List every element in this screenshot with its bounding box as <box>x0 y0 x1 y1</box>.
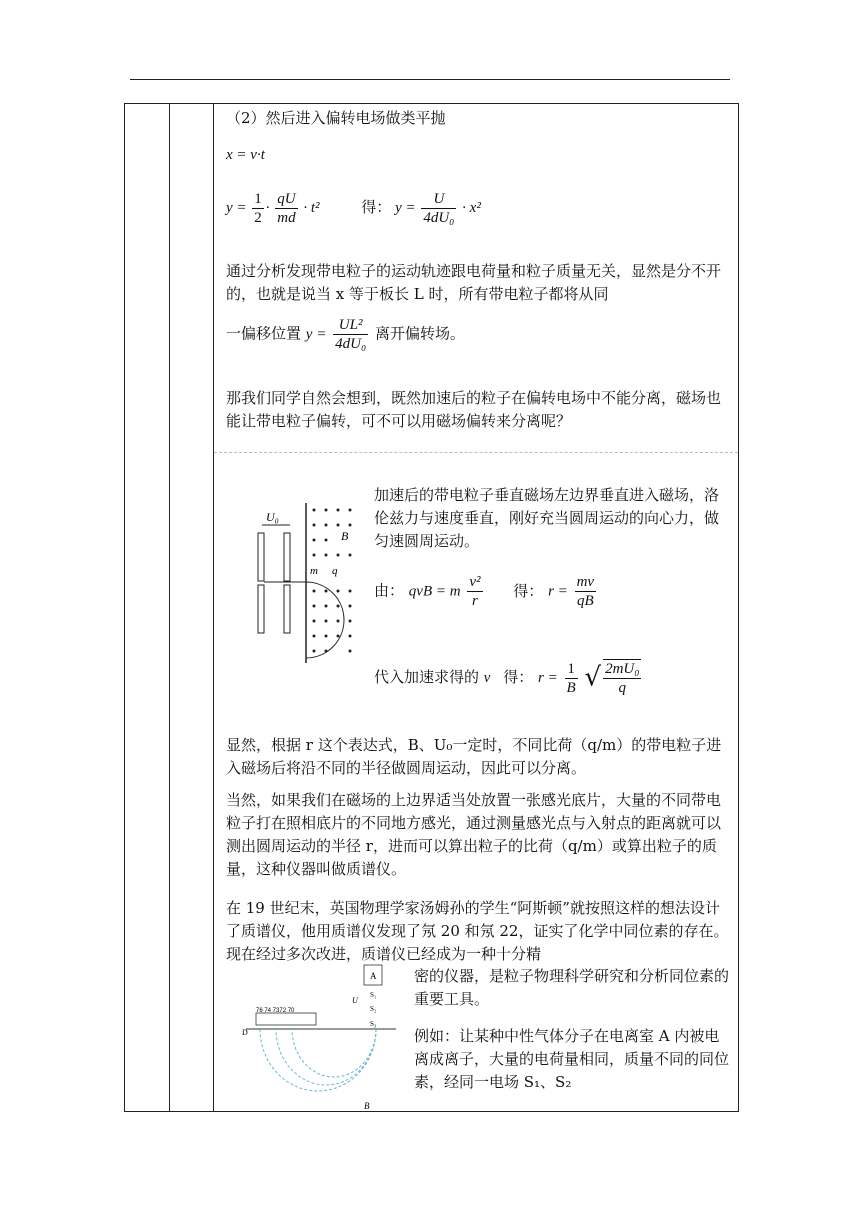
paragraph-mass-spectrometer: 当然，如果我们在磁场的上边界适当处放置一张感光底片，大量的不同带电粒子打在照相底片的不同地方感光，通过测量感光点与入射点的距离就可以测出圆周运动的半径 r，进而可以算出粒子的比荷（q/m）或算出粒子的质量，这种仪器叫做质谱仪。 <box>226 791 722 878</box>
section-divider <box>214 452 738 453</box>
sqrt-fraction <box>603 659 641 697</box>
equation-part: · x² <box>462 199 481 216</box>
paragraph-instrument: 密的仪器，是粒子物理科学研究和分析同位素的重要工具。 <box>414 967 730 1008</box>
b-label: B <box>341 529 349 543</box>
fraction <box>467 573 482 610</box>
equation-part: qvB = m <box>408 583 461 600</box>
mass-spectrometer-figure <box>236 963 416 1113</box>
q-label: q <box>332 565 338 577</box>
fraction <box>421 190 456 227</box>
m-label: m <box>310 565 318 577</box>
you-label: 由： <box>374 581 405 600</box>
s2-label: S₂ <box>370 1005 377 1013</box>
equation-part: y = <box>395 199 416 216</box>
de-label: 得： <box>503 668 534 686</box>
fraction <box>333 316 368 353</box>
paragraph-lorentz: 加速后的带电粒子垂直磁场左边界垂直进入磁场，洛伦兹力与速度垂直，刚好充当圆周运动的向心力，做匀速圆周运动。 <box>374 486 720 550</box>
text: 离开偏转场。 <box>374 324 465 343</box>
equation-part: y = <box>226 199 247 216</box>
fraction <box>575 573 597 610</box>
fraction-den: qB <box>577 593 594 609</box>
text: 一偏移位置 <box>226 324 302 343</box>
fraction-den: 4dU₀ <box>423 210 455 226</box>
fraction-num: 1 <box>565 660 578 679</box>
fraction-num: U <box>421 190 456 209</box>
isotope-ticks: 76 74 7372 70 <box>256 1008 295 1014</box>
sqrt-icon: √ <box>584 662 602 693</box>
u0-label: U₀ <box>266 510 279 524</box>
plate-right-lower <box>284 585 290 633</box>
text: 代入加速求得的 <box>374 668 480 686</box>
fraction-num: qU <box>277 191 296 207</box>
fraction-den: 4dU₀ <box>335 336 367 352</box>
equation-y: y = $\frac{1}{2}$ · $\frac{qU}{md}$ · t² 得： y = $\frac{U}{\text{4dU₀}}$ · x² <box>226 191 481 226</box>
table-column-divider <box>169 103 170 1112</box>
de-label: 得： <box>513 581 544 600</box>
table-column-divider <box>213 103 214 1112</box>
fraction <box>252 190 264 227</box>
plate-left-upper <box>258 533 264 581</box>
fraction-num: mv <box>576 574 595 590</box>
plate-left-lower <box>258 585 264 633</box>
step-title: （2）然后进入偏转电场做类平抛 <box>226 109 446 127</box>
paragraph-conclusion: 显然，根据 r 这个表达式，B、U₀一定时，不同比荷（q/m）的带电粒子进入磁场后将沿不同的半径做圆周运动，因此可以分离。 <box>226 736 722 777</box>
ion-path <box>276 1029 376 1085</box>
s3-label: S₃ <box>370 1020 377 1028</box>
equation-part: r = <box>538 670 558 686</box>
fraction <box>565 660 578 697</box>
table-border-top <box>124 103 739 104</box>
equation-x: x = v·t <box>226 147 265 163</box>
equation-radius <box>374 573 598 610</box>
equation-part: · t² <box>303 199 320 216</box>
fraction-num: 1 <box>254 191 262 207</box>
paragraph-example: 例如：让某种中性气体分子在电离室 A 内被电离成离子，大量的电荷量相同，质量不同的同位素，经同一电场 S₁、S₂ <box>414 1027 730 1091</box>
fraction-num: 2mU₀ <box>605 661 640 677</box>
fraction-num: v² <box>469 574 481 590</box>
paragraph-history: 在 19 世纪末，英国物理学家汤姆孙的学生“阿斯顿”就按照这样的想法设计了质谱仪，他用质谱仪发现了氖 20 和氖 22，证实了化学中同位素的存在。现在经过多次改进，质谱仪已经成为一种十分精 <box>226 899 729 963</box>
paragraph-question: 那我们同学自然会想到，既然加速后的粒子在偏转电场中不能分离，磁场也能让带电粒子偏转，可不可以用磁场偏转来分离呢？ <box>226 389 722 430</box>
equation-part: y = <box>305 326 327 343</box>
fraction <box>275 190 297 227</box>
offset-line <box>226 316 465 353</box>
fraction-den: q <box>618 680 627 696</box>
u-label: U <box>352 996 358 1005</box>
equation-part: r = <box>548 583 568 600</box>
s1-label: S₁ <box>370 991 377 999</box>
fraction-den: r <box>472 593 478 609</box>
header-rule <box>130 79 730 80</box>
a-label: A <box>370 971 377 981</box>
magnetic-deflection-figure <box>244 488 384 668</box>
table-border-bottom <box>124 1111 739 1112</box>
table-border-right <box>738 103 739 1112</box>
table-border-left <box>124 103 125 1112</box>
plate-right-upper <box>284 533 290 581</box>
film-strip <box>256 1013 316 1025</box>
d-label: D <box>242 1028 248 1037</box>
fraction-den: B <box>566 679 576 696</box>
paragraph-analysis: 通过分析发现带电粒子的运动轨迹跟电荷量和粒子质量无关，显然是分不开的，也就是说当 x 等于板长 L 时，所有带电粒子都将从同 <box>226 262 722 303</box>
equation-radius-final <box>374 659 643 697</box>
b-label: B <box>364 1101 370 1111</box>
fraction-den: 2 <box>254 210 262 226</box>
variable: v <box>483 670 491 686</box>
ion-path <box>292 1029 376 1077</box>
de-label: 得： <box>361 197 392 216</box>
fraction-num: UL² <box>333 316 368 335</box>
fraction-den: md <box>277 210 296 226</box>
ion-path <box>260 1029 376 1091</box>
